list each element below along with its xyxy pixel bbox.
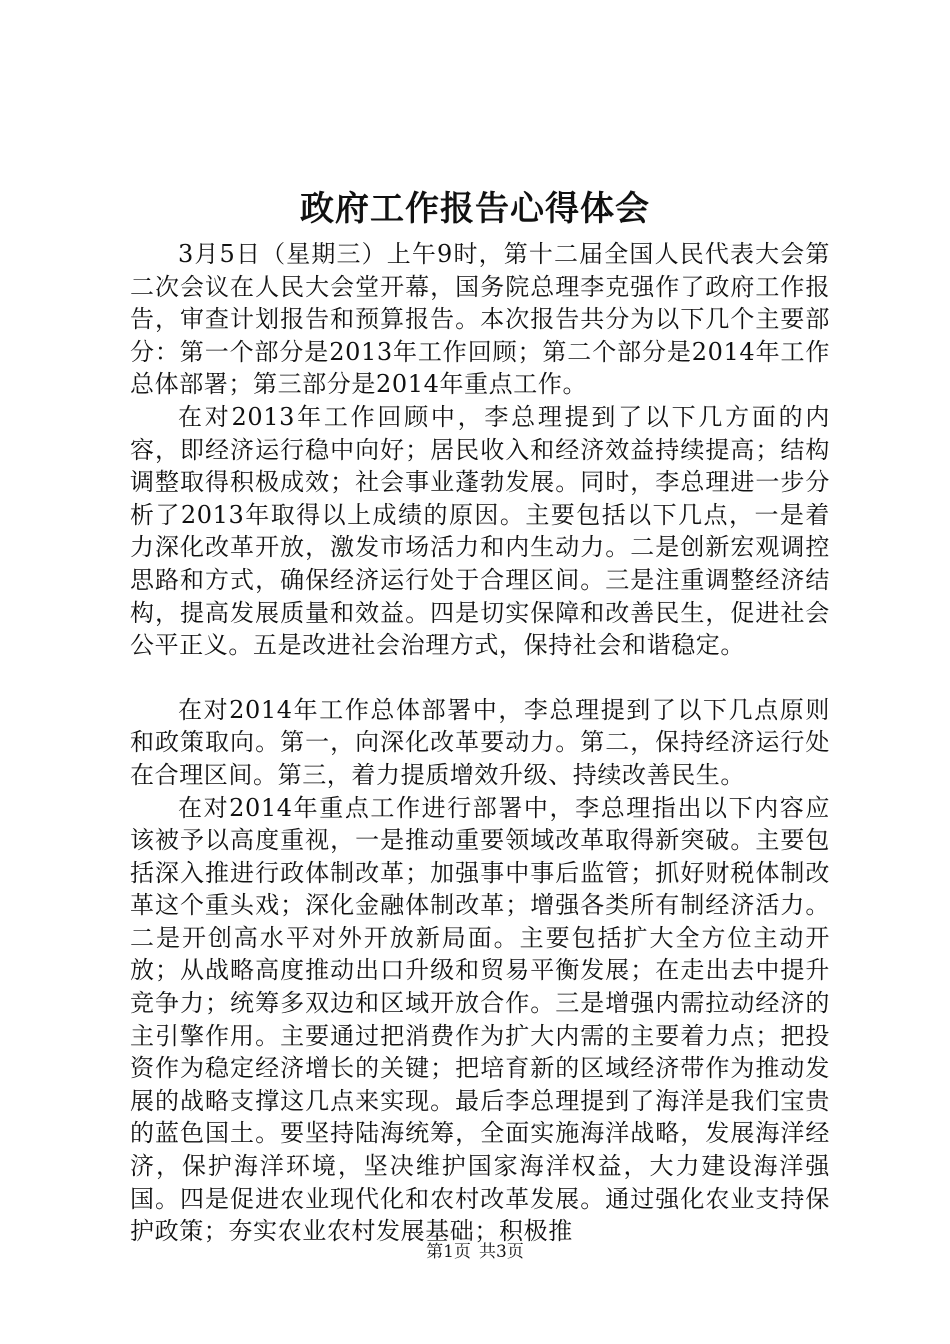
paragraph-2013-review: 在对2013年工作回顾中，李总理提到了以下几方面的内容，即经济运行稳中向好；居民收入和经济效益持续提高；结构调整取得积极成效；社会事业蓬勃发展。同时，李总理进一步分析了2013年取得以上成绩的原因。主要包括以下几点，一是着力深化改革开放，激发市场活力和内生动力。二是创新宏观调控思路和方式，确保经济运行处于合理区间。三是注重调整经济结构，提高发展质量和效益。四是切实保障和改善民生，促进社会公平正义。五是改进社会治理方式，保持社会和谐稳定。 (130, 402, 830, 660)
paragraph-intro: 3月5日（星期三）上午9时，第十二届全国人民代表大会第二次会议在人民大会堂开幕，国务院总理李克强作了政府工作报告，审查计划报告和预算报告。本次报告共分为以下几个主要部分：第一个部分是2013年工作回顾；第二个部分是2014年工作总体部署；第三部分是2014年重点工作。 (130, 240, 830, 399)
document-title: 政府工作报告心得体会 (300, 189, 650, 229)
paragraph-2014-key-work: 在对2014年重点工作进行部署中，李总理指出以下内容应该被予以高度重视，一是推动重要领域改革取得新突破。主要包括深入推进行政体制改革；加强事中事后监管；抓好财税体制改革这个重头戏；深化金融体制改革；增强各类所有制经济活力。二是开创高水平对外开放新局面。主要包括扩大全方位主动开放；从战略高度推动出口升级和贸易平衡发展；在走出去中提升竞争力；统筹多双边和区域开放合作。三是增强内需拉动经济的主引擎作用。主要通过把消费作为扩大内需的主要着力点；把投资作为稳定经济增长的关键；把培育新的区域经济带作为推动发展的战略支撑这几点来实现。最后李总理提到了海洋是我们宝贵的蓝色国土。要坚持陆海统筹，全面实施海洋战略，发展海洋经济，保护海洋环境，坚决维护国家海洋权益，大力建设海洋强国。四是促进农业现代化和农村改革发展。通过强化农业支持保护政策；夯实农业农村发展基础；积极推 (130, 793, 830, 1246)
page-number: 第1页 (426, 1242, 471, 1262)
paragraph-2014-deployment: 在对2014年工作总体部署中，李总理提到了以下几点原则和政策取向。第一，向深化改革要动力。第二，保持经济运行处在合理区间。第三，着力提质增效升级、持续改善民生。 (130, 695, 830, 789)
page-footer (0, 1240, 950, 1264)
total-pages: 共3页 (479, 1242, 524, 1262)
document-body (130, 238, 830, 1248)
